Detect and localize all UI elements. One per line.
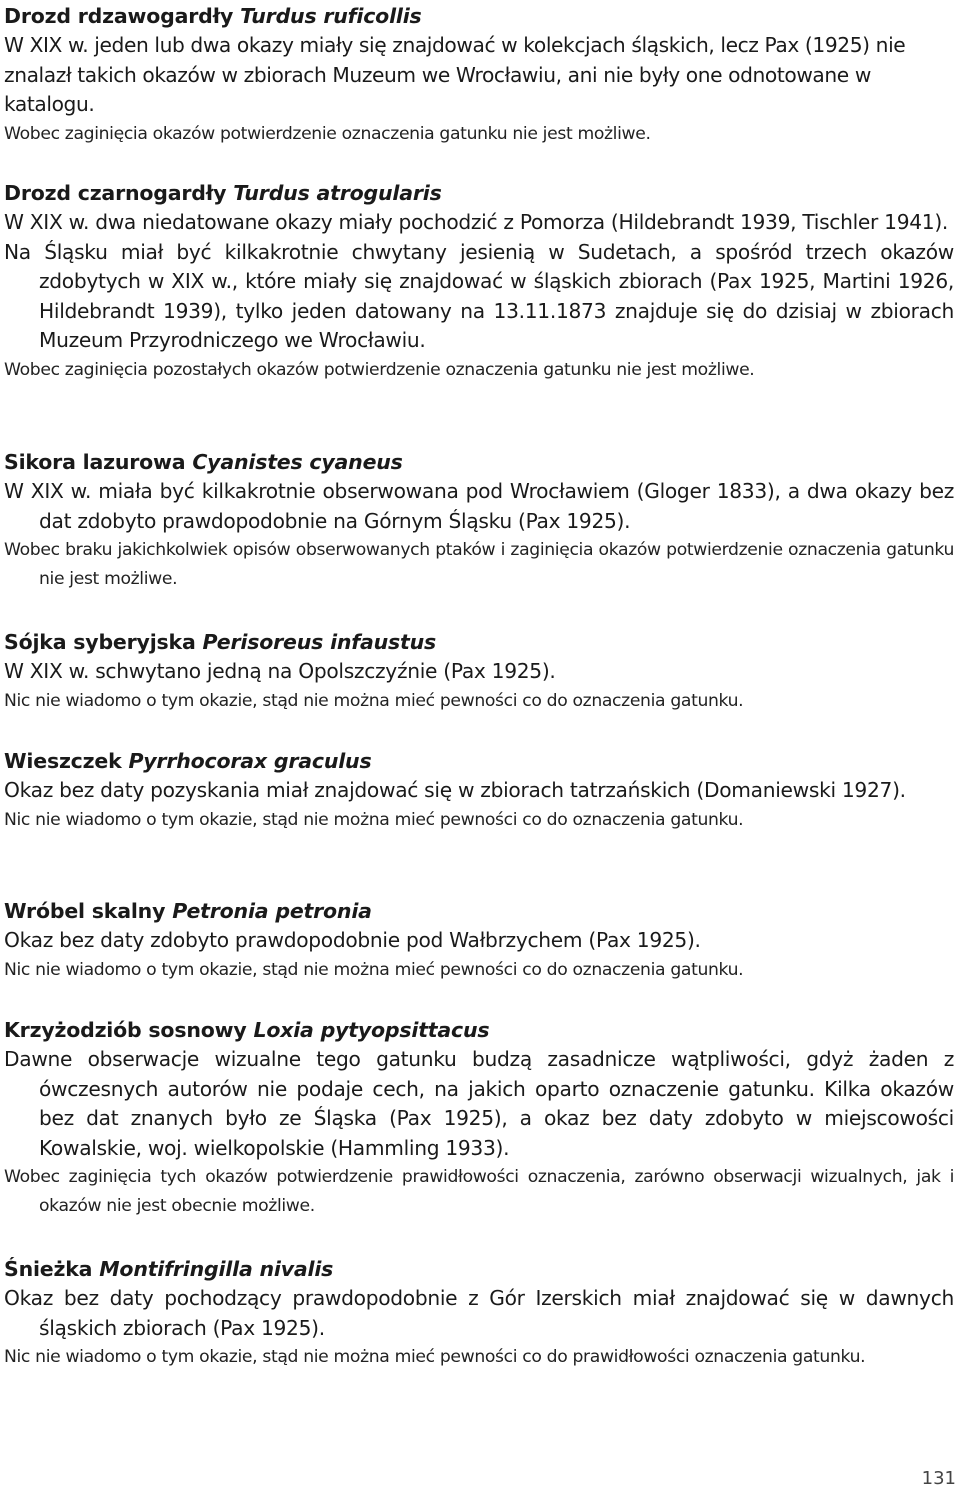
species-record: Okaz bez daty pozyskania miał znajdować się w zbiorach tatrzańskich (Domaniewski 1927). (4, 778, 906, 802)
latin-name: Montifringilla nivalis (99, 1257, 334, 1281)
latin-name: Petronia petronia (172, 899, 372, 923)
common-name: Drozd czarnogardły (4, 181, 227, 205)
common-name: Drozd rdzawogardły (4, 4, 234, 28)
common-name: Krzyżodziób sosnowy (4, 1018, 247, 1042)
species-heading (4, 1255, 954, 1284)
common-name: Wieszczek (4, 749, 122, 773)
latin-name: Pyrrhocorax graculus (128, 749, 372, 773)
species-note: Nic nie wiadomo o tym okazie, stąd nie można mieć pewności co do oznaczenia gatunku. (4, 809, 744, 830)
species-record: Okaz bez daty zdobyto prawdopodobnie pod Wałbrzychem (Pax 1925). (4, 928, 701, 952)
latin-name: Turdus ruficollis (240, 4, 422, 28)
species-heading (4, 628, 954, 657)
common-name: Wróbel skalny (4, 899, 166, 923)
species-entry (4, 1016, 954, 1220)
species-note: Nic nie wiadomo o tym okazie, stąd nie można mieć pewności co do prawidłowości oznaczenia gatunku. (4, 1347, 866, 1367)
species-note: Nic nie wiadomo o tym okazie, stąd nie można mieć pewności co do oznaczenia gatunku. (4, 690, 744, 711)
species-entry (4, 2, 954, 148)
species-entry (4, 747, 954, 834)
common-name: Śnieżka (4, 1257, 93, 1281)
common-name: Sikora lazurowa (4, 450, 186, 474)
page-number: 131 (921, 1468, 956, 1489)
species-entry (4, 1255, 954, 1372)
species-entry (4, 897, 954, 984)
species-heading (4, 179, 954, 208)
species-heading (4, 747, 954, 776)
species-note: Wobec zaginięcia tych okazów potwierdzenie prawidłowości oznaczenia, zarówno obserwacji wizualnych, jak i okazów nie jest obecnie możliwe. (4, 1167, 954, 1216)
species-heading (4, 2, 954, 31)
species-record: W XIX w. jeden lub dwa okazy miały się znajdować w kolekcjach śląskich, lecz Pax (1925) nie znalazł takich okazów w zbiorach Muzeum we Wrocławiu, ani nie były one odnotowane w katalogu. (4, 33, 906, 116)
common-name: Sójka syberyjska (4, 630, 196, 654)
species-record-continued: Na Śląsku miał być kilkakrotnie chwytany jesienią w Sudetach, a spośród trzech okazów zdobytych w XIX w., które miały się znajdować w śląskich zbiorach (Pax 1925, Martini 1926, Hildebrandt 1939), tylko jeden datowany na 13.11.1873 znajduje się do dzisiaj w zbiorach Muzeum Przyrodniczego we Wrocławiu. (4, 239, 954, 352)
latin-name: Cyanistes cyaneus (192, 450, 403, 474)
species-note: Wobec zaginięcia pozostałych okazów potwierdzenie oznaczenia gatunku nie jest możliwe. (4, 359, 755, 380)
species-record: Dawne obserwacje wizualne tego gatunku budzą zasadnicze wątpliwości, gdyż żaden z ówczesnych autorów nie podaje cech, na jakich oparto oznaczenie gatunku. Kilka okazów bez dat znanych było ze Śląska (Pax 1925), a okaz bez daty zdobyto w miejscowości Kowalskie, woj. wielkopolskie (Hammling 1933). (4, 1047, 954, 1160)
species-entry (4, 628, 954, 715)
species-note: Nic nie wiadomo o tym okazie, stąd nie można mieć pewności co do oznaczenia gatunku. (4, 959, 744, 980)
species-entry (4, 448, 954, 593)
species-record: W XIX w. miała być kilkakrotnie obserwowana pod Wrocławiem (Gloger 1833), a dwa okazy bez dat zdobyto prawdopodobnie na Górnym Śląsku (Pax 1925). (4, 479, 954, 533)
species-record: W XIX w. dwa niedatowane okazy miały pochodzić z Pomorza (Hildebrandt 1939, Tischler 1941). (4, 210, 949, 234)
latin-name: Loxia pytyopsittacus (253, 1018, 490, 1042)
species-entry (4, 179, 954, 384)
latin-name: Perisoreus infaustus (202, 630, 437, 654)
latin-name: Turdus atrogularis (233, 181, 442, 205)
species-heading (4, 448, 954, 477)
species-note: Wobec zaginięcia okazów potwierdzenie oznaczenia gatunku nie jest możliwe. (4, 123, 651, 144)
species-note: Wobec braku jakichkolwiek opisów obserwowanych ptaków i zaginięcia okazów potwierdzenie oznaczenia gatunku nie jest możliwe. (4, 540, 954, 589)
species-record: Okaz bez daty pochodzący prawdopodobnie z Gór Izerskich miał znajdować się w dawnych śląskich zbiorach (Pax 1925). (4, 1286, 954, 1340)
species-heading (4, 897, 954, 926)
species-record: W XIX w. schwytano jedną na Opolszczyźnie (Pax 1925). (4, 659, 556, 683)
species-heading (4, 1016, 954, 1045)
